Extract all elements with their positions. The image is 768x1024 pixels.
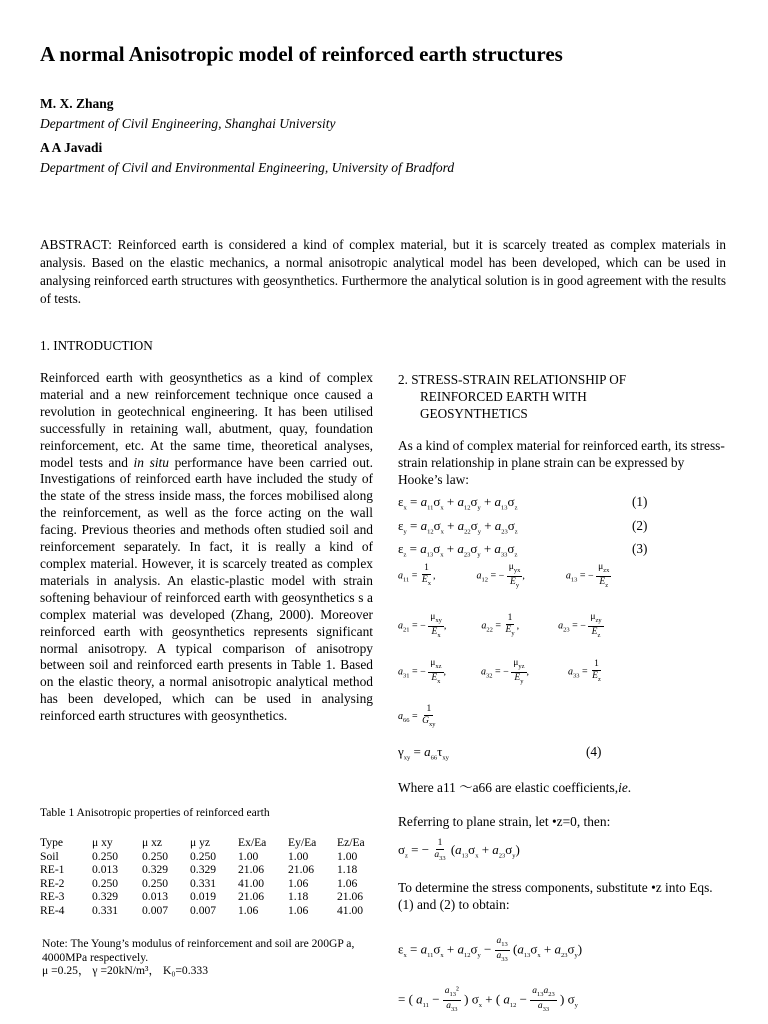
- determine-text: To determine the stress components, substitute •z into Eqs. (1) and (2) to obtain:: [398, 880, 713, 912]
- table-cell: 1.06: [288, 876, 309, 890]
- table-cell: RE-1: [40, 863, 65, 876]
- section-2-heading-line-2: REINFORCED EARTH WITH: [420, 389, 587, 404]
- section-1-heading: 1. INTRODUCTION: [40, 338, 153, 353]
- equation-1-number: (1): [632, 494, 648, 509]
- table-cell: 1.18: [288, 890, 309, 903]
- table-cell: 0.013: [92, 863, 119, 876]
- paper-title: A normal Anisotropic model of reinforced earth structures: [40, 42, 563, 66]
- table-note-parameters: μ =0.25， γ =20kN/m³， K₀=0.333: [42, 964, 209, 977]
- coefficient-a66: $a_{66}$ = $\frac{1}{G_{xy}}$: [398, 704, 436, 728]
- table-cell: 0.329: [190, 863, 217, 876]
- table-cell: 0.329: [92, 890, 119, 903]
- table-header-cell: Ex/Ea: [238, 836, 267, 849]
- table-cell: 0.007: [190, 903, 217, 917]
- table-cell: 1.06: [288, 903, 309, 917]
- equation-1: $\varepsilon_x = a_{11}\sigma_x + a_{12}\sigma_y + a_{13}\sigma_z$: [398, 494, 518, 512]
- coefficient-row-1: $a_{11}$ = $\frac{1}{E_x}$ , $a_{12}$ = − $\frac{\mu_{yx}}{E_y}$ , $a_{13}$ = − $\frac{\mu_{zx}}{E_z}$: [398, 562, 610, 589]
- table-header-cell: μ yz: [190, 836, 211, 849]
- table-cell: 1.06: [337, 876, 358, 890]
- table-row: [40, 863, 377, 877]
- section-2-heading-line-1: 2. STRESS-STRAIN RELATIONSHIP OF: [398, 372, 627, 387]
- author-name-2: A A Javadi: [40, 140, 103, 155]
- table-cell: 0.250: [92, 876, 119, 890]
- section-2-intro-text: As a kind of complex material for reinforced earth, its stress-strain relationship in plane strain can be expressed by Hooke’s law:: [398, 438, 725, 487]
- equation-2-number: (2): [632, 518, 648, 533]
- table-cell: 0.329: [142, 863, 169, 876]
- coefficient-row-2: $a_{21}$ = − $\frac{\mu_{xy}}{E_x}$ , $a_{22}$ = $\frac{1}{E_y}$ , $a_{23}$ = − $\frac{\mu_{zy}}{E_z}$: [398, 612, 602, 639]
- equation-epsilon-x-substituted: $\varepsilon_x = a_{11}\sigma_x + a_{12}\sigma_y$ − $\frac{a_{13}}{a_{33}}$ $(a_{13}\sigma_x + a_{23}\sigma_y)$: [398, 936, 583, 963]
- table-cell: 41.00: [337, 903, 364, 917]
- table-cell: 1.06: [238, 903, 259, 917]
- table-cell: RE-4: [40, 903, 65, 917]
- introduction-text: Reinforced earth with geosynthetics as a kind of complex material and a new reinforcement technique once caused a revolution in geotechnical engineering. It has been utilised successfully in retaining wall, abutment, quay, foundation reinforcement, etc. At the same time, theoretical analyses, model tests and in situ performance have been carried out. Investigations of reinforced earth have included the study of the state of the stress inside mass, the forces mobilised along the reinforcement, as well as the force acting on the wall facing. Previous theories and methods often studied soil and reinforcement separately. In fact, it is really a kind of complex material. However, it is scarcely treated as complex materials in analysis. An elastic-plastic model with strain softening behaviour of reinforced earth with geosynthetics s a complex material was developed (Zhang, 2000). Moreover reinforced earth with geosynthetics represents significant normal anisotropy. A typical comparison of anisotropy between soil and reinforced earth presents in Table 1. Based on the elastic theory, a normal anisotropic analytical method has been developed, which can be used in analysing reinforced earth structures with geosynthetics.: [40, 370, 373, 724]
- table-cell: RE-2: [40, 876, 65, 890]
- table-cell: 21.06: [288, 863, 315, 876]
- table-cell: 0.019: [190, 890, 217, 903]
- table-cell: RE-3: [40, 890, 65, 903]
- table-row: [40, 890, 377, 904]
- table-header-cell: μ xz: [142, 836, 163, 849]
- equation-2: $\varepsilon_y = a_{12}\sigma_x + a_{22}\sigma_y + a_{23}\sigma_z$: [398, 518, 518, 536]
- table-cell: 0.250: [142, 849, 169, 863]
- table-note-line: Note: The Young’s modulus of reinforcement and soil are 200GP a, 4000MPa respectively.: [42, 937, 355, 964]
- equation-epsilon-x-collected: = ( $a_{11}$ − $\frac{a_{13}^2}{a_{33}}$ ) $\sigma_x$ + ( $a_{12}$ − $\frac{a_{13}a_{23}}{a_{33}}$ ) $\sigma_y$: [398, 986, 578, 1013]
- table-cell: 0.331: [92, 903, 119, 917]
- table-row: [40, 850, 377, 864]
- table-header-cell: μ xy: [92, 836, 113, 849]
- author-affiliation-2: Department of Civil and Environmental Engineering, University of Bradford: [40, 160, 455, 175]
- table-1-note: [42, 937, 372, 978]
- table-cell: 21.06: [337, 890, 364, 903]
- table-header-cell: Type: [40, 836, 64, 849]
- table-cell: 1.18: [337, 863, 358, 876]
- table-row: [40, 904, 377, 918]
- table-cell: 1.00: [238, 849, 259, 863]
- table-cell: Soil: [40, 849, 59, 863]
- table-cell: 1.00: [337, 849, 358, 863]
- table-cell: 1.00: [288, 849, 309, 863]
- table-cell: 0.331: [190, 876, 217, 890]
- plane-strain-text: Referring to plane strain, let •z=0, then:: [398, 814, 611, 829]
- table-1: [40, 836, 377, 917]
- table-cell: 0.250: [190, 849, 217, 863]
- author-name-1: M. X. Zhang: [40, 96, 114, 111]
- table-header-cell: Ez/Ea: [337, 836, 365, 849]
- table-cell: 41.00: [238, 876, 265, 890]
- equation-3: $\varepsilon_z = a_{13}\sigma_x + a_{23}\sigma_y + a_{33}\sigma_z$: [398, 541, 518, 559]
- table-cell: 0.013: [142, 890, 169, 903]
- equation-4: $\gamma_{xy} = a_{66}\tau_{xy}$: [398, 744, 449, 762]
- equation-4-number: (4): [586, 744, 602, 759]
- table-header-cell: Ey/Ea: [288, 836, 317, 849]
- author-affiliation-1: Department of Civil Engineering, Shanghai University: [40, 116, 336, 131]
- equation-3-number: (3): [632, 541, 648, 556]
- where-text: Where a11 ～a66 are elastic coefficients,ie.: [398, 780, 632, 795]
- table-cell: 21.06: [238, 863, 265, 876]
- abstract: ABSTRACT: Reinforced earth is considered a kind of complex material, but it is scarcely treated as complex materials in analysis. Based on the elastic mechanics, a normal anisotropic analytical model has been developed, which can be used in analysing reinforced earth structures with geosynthetics. Furthermore the analytical solution is in good agreement with the results of tests.: [40, 237, 726, 306]
- table-cell: 0.250: [142, 876, 169, 890]
- table-row: [40, 877, 377, 891]
- equation-sigma-z: $\sigma_z$ = − $\frac{1}{a_{33}}$ $(a_{13}\sigma_x + a_{23}\sigma_y)$: [398, 838, 520, 862]
- table-cell: 0.250: [92, 849, 119, 863]
- coefficient-row-3: $a_{31}$ = − $\frac{\mu_{xz}}{E_x}$ , $a_{32}$ = − $\frac{\mu_{yz}}{E_y}$ , $a_{33}$ = $\frac{1}{E_z}$: [398, 658, 601, 685]
- table-header-row: [40, 836, 377, 850]
- table-cell: 0.007: [142, 903, 169, 917]
- table-cell: 21.06: [238, 890, 265, 903]
- section-2-heading-line-3: GEOSYNTHETICS: [420, 406, 528, 421]
- table-1-caption: Table 1 Anisotropic properties of reinforced earth: [40, 806, 270, 819]
